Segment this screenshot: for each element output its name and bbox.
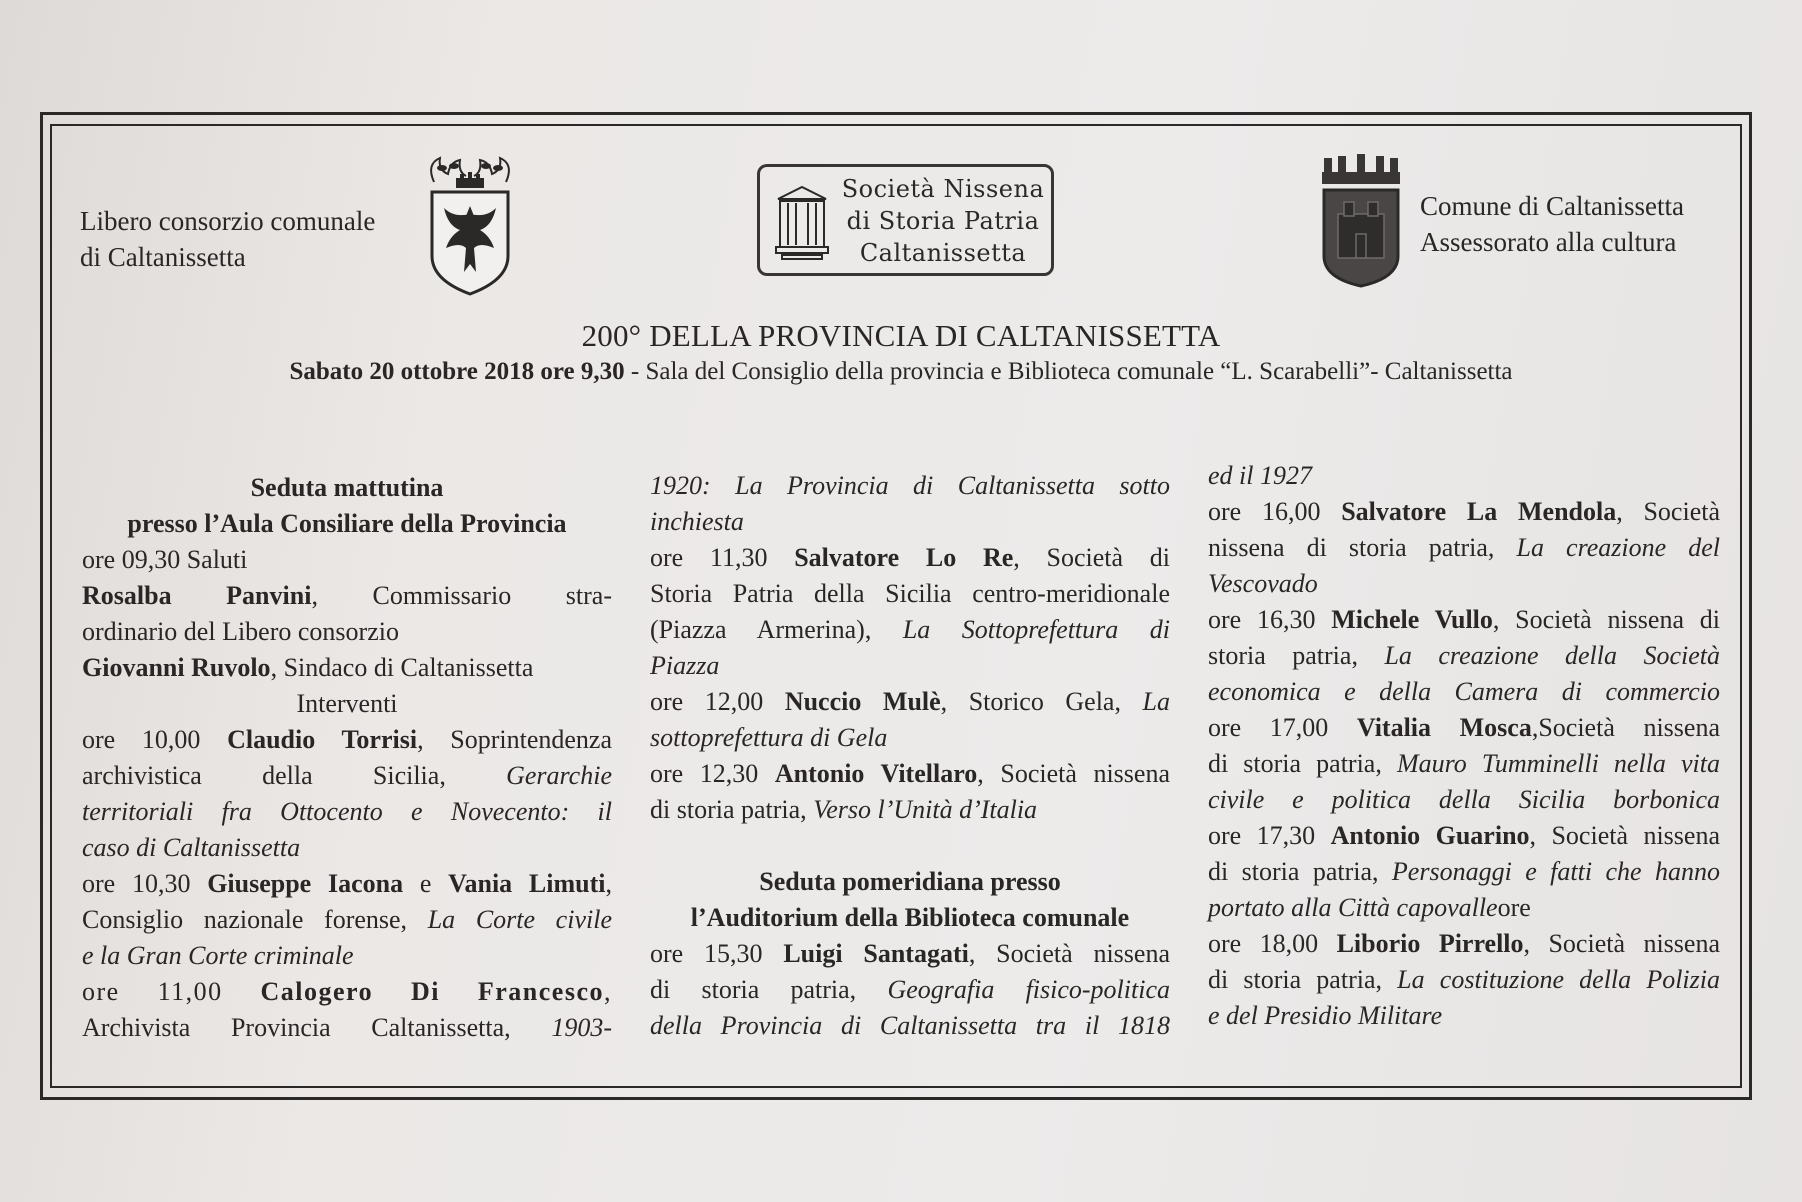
- speaker-name: Antonio Vitellaro: [774, 759, 978, 788]
- speaker-role: Archivista Provincia Caltanissetta,: [82, 1013, 552, 1042]
- program-line: [82, 866, 612, 902]
- speaker-role: , Società di: [1013, 543, 1170, 572]
- program-line: [650, 468, 1170, 504]
- header-right-line1: Comune di Caltanissetta: [1420, 191, 1684, 221]
- program-line: [1208, 818, 1720, 854]
- societa-nissena-stamp: [757, 164, 1054, 276]
- speaker-name: Nuccio Mulè: [784, 687, 941, 716]
- program-line: [1208, 998, 1720, 1034]
- program-line: [1208, 494, 1720, 530]
- speaker-role: archivistica della Sicilia,: [82, 761, 507, 790]
- program-line: ore 09,30 Saluti: [82, 545, 248, 574]
- talk-title: sottoprefettura di Gela: [650, 723, 888, 752]
- program-line: [82, 902, 612, 938]
- program-line: [650, 1008, 1170, 1044]
- program-line: [650, 756, 1170, 792]
- talk-time: ore 17,30: [1208, 821, 1331, 850]
- speaker-role: , Commissario stra-: [311, 581, 613, 610]
- talk-time: ore 10,00: [82, 725, 228, 754]
- program-line: [650, 684, 1170, 720]
- program-line: [650, 504, 1170, 540]
- program-line: [650, 612, 1170, 648]
- speaker-name: Claudio Torrisi: [227, 725, 418, 754]
- talk-title: Verso l’Unità d’Italia: [813, 795, 1038, 824]
- program-line: [82, 722, 612, 758]
- conjunction: e: [403, 869, 449, 898]
- punctuation: ,: [605, 869, 612, 898]
- talk-title: La creazione del: [1516, 533, 1721, 562]
- speaker-role: storia patria,: [1208, 641, 1385, 670]
- stamp-line3: Caltanissetta: [859, 239, 1027, 267]
- talk-title: Personaggi e fatti che hanno: [1391, 857, 1720, 886]
- talk-title: Gerarchie: [506, 761, 612, 790]
- header-left-line2: di Caltanissetta: [80, 242, 246, 272]
- comune-crest-icon: [1316, 152, 1406, 288]
- talk-title: La creazione della Società: [1384, 641, 1720, 670]
- program-line: [82, 830, 612, 866]
- talk-title: La costituzione della Polizia: [1397, 965, 1720, 994]
- speaker-role: , Sindaco di Caltanissetta: [270, 653, 534, 682]
- header-right-institution: [1420, 188, 1684, 260]
- talk-title: ed il 1927: [1208, 461, 1312, 490]
- program-column-1: [82, 470, 612, 1046]
- program-line: [82, 758, 612, 794]
- event-date: Sabato 20 ottobre 2018 ore 9,30: [289, 358, 625, 385]
- program-line: [82, 578, 612, 614]
- talk-time: ore 12,00: [650, 687, 785, 716]
- program-line: [1208, 782, 1720, 818]
- program-line: [1208, 854, 1720, 890]
- speaker-role: , Soprintendenza: [417, 725, 612, 754]
- talk-title: 1903-: [551, 1013, 612, 1042]
- province-eagle-emblem-icon: [420, 152, 520, 296]
- talk-title: caso di Caltanissetta: [82, 833, 301, 862]
- header-right-line2: Assessorato alla cultura: [1420, 227, 1677, 257]
- talk-time: ore 18,00: [1208, 929, 1337, 958]
- talk-title: La: [1142, 687, 1170, 716]
- talk-title: della Provincia di Caltanissetta tra il 1818: [650, 1011, 1170, 1040]
- speaker-role: nissena di storia patria,: [1208, 533, 1517, 562]
- speaker-name: Vania Limuti: [448, 869, 606, 898]
- talk-time: ore 17,00: [1208, 713, 1357, 742]
- program-line: [82, 938, 612, 974]
- speaker-role: , Società nissena: [968, 939, 1170, 968]
- speaker-role: di storia patria,: [1208, 857, 1392, 886]
- program-line: [650, 648, 1170, 684]
- speaker-name: Liborio Pirrello: [1336, 929, 1524, 958]
- speaker-name: Salvatore Lo Re: [794, 543, 1014, 572]
- program-line: [1208, 602, 1720, 638]
- talk-time: ore 10,30: [82, 869, 208, 898]
- talk-title: La Sottoprefettura di: [902, 615, 1170, 644]
- header-left-line1: Libero consorzio comunale: [80, 206, 376, 236]
- talk-time: ore 16,30: [1208, 605, 1332, 634]
- talk-title: civile e politica della Sicilia borbonica: [1208, 785, 1720, 814]
- program-line: [650, 792, 1170, 828]
- talk-title: e del Presidio Militare: [1208, 1001, 1443, 1030]
- program-line: ordinario del Libero consorzio: [82, 617, 399, 646]
- speaker-name: Rosalba Panvini: [82, 581, 312, 610]
- talk-title: Vescovado: [1208, 569, 1318, 598]
- stamp-line2: di Storia Patria: [846, 207, 1040, 235]
- program-line: [1208, 926, 1720, 962]
- talk-title: Piazza: [650, 651, 720, 680]
- page-title: 200° DELLA PROVINCIA DI CALTANISSETTA: [581, 318, 1221, 353]
- speaker-role: , Società nissena: [1523, 929, 1720, 958]
- speaker-role: di storia patria,: [1208, 749, 1397, 778]
- speaker-role: di storia patria,: [1208, 965, 1398, 994]
- speaker-role: di storia patria,: [650, 975, 888, 1004]
- speaker-role: , Società nissena: [977, 759, 1170, 788]
- program-line: [82, 1010, 612, 1046]
- talk-time: ore 11,30: [650, 543, 795, 572]
- speaker-role: Consiglio nazionale forense,: [82, 905, 428, 934]
- program-line: [1208, 710, 1720, 746]
- speaker-name: Michele Vullo: [1331, 605, 1493, 634]
- program-line: [1208, 458, 1720, 494]
- talk-title: inchiesta: [650, 507, 744, 536]
- talk-title: portato alla Città capovalle: [1208, 893, 1498, 922]
- talk-time: ore 11,00: [82, 977, 261, 1006]
- speaker-name: Luigi Santagati: [783, 939, 969, 968]
- talk-time: ore 12,30: [650, 759, 775, 788]
- program-line: Storia Patria della Sicilia centro-meridionale: [650, 579, 1170, 608]
- speaker-name: Salvatore La Mendola: [1341, 497, 1617, 526]
- talk-title: e la Gran Corte criminale: [82, 941, 354, 970]
- program-line: [1208, 638, 1720, 674]
- speaker-role: (Piazza Armerina),: [650, 615, 903, 644]
- speaker-name: Giuseppe Iacona: [207, 869, 404, 898]
- program-line: [82, 650, 612, 686]
- program-line: [1208, 746, 1720, 782]
- building-facade-icon: [774, 181, 830, 261]
- talk-title: territoriali fra Ottocento e Novecento: il: [82, 797, 612, 826]
- speaker-role: , Società nissena: [1529, 821, 1720, 850]
- program-line: [650, 936, 1170, 972]
- session-heading: Seduta mattutina: [250, 473, 444, 502]
- talk-title: Geografia fisico-politica: [887, 975, 1170, 1004]
- speaker-role: di storia patria,: [650, 795, 814, 824]
- session-heading-venue: l’Auditorium della Biblioteca comunale: [690, 903, 1130, 932]
- speaker-name: Giovanni Ruvolo: [82, 653, 271, 682]
- program-line: [1208, 674, 1720, 710]
- program-line: [650, 540, 1170, 576]
- program-line: [82, 794, 612, 830]
- talk-title: economica e della Camera di commercio: [1208, 677, 1720, 706]
- program-line: [1208, 566, 1720, 602]
- program-column-2: [650, 468, 1170, 1044]
- session-heading-venue: presso l’Aula Consiliare della Provincia: [127, 509, 567, 538]
- speaker-name: Vitalia Mosca: [1356, 713, 1532, 742]
- speaker-role: , Società nissena di: [1492, 605, 1720, 634]
- talk-title: La Corte civile: [427, 905, 612, 934]
- event-subtitle: [0, 358, 1802, 386]
- interventi-label: Interventi: [296, 689, 398, 718]
- punctuation: ,: [604, 977, 612, 1006]
- talk-time: ore 16,00: [1208, 497, 1342, 526]
- program-line: [1208, 530, 1720, 566]
- speaker-name: Calogero Di Francesco: [260, 977, 604, 1006]
- program-line: [650, 720, 1170, 756]
- stamp-line1: Società Nissena: [841, 175, 1045, 203]
- program-line: [82, 974, 612, 1010]
- header-left-institution: [80, 203, 375, 275]
- speaker-name: Antonio Guarino: [1330, 821, 1530, 850]
- session-heading: Seduta pomeridiana presso: [759, 867, 1061, 896]
- talk-title: Mauro Tumminelli nella vita: [1396, 749, 1720, 778]
- speaker-role: , Società: [1616, 497, 1720, 526]
- talk-time: ore 15,30: [650, 939, 784, 968]
- event-venue: - Sala del Consiglio della provincia e Biblioteca comunale “L. Scarabelli”- Caltanissetta: [624, 358, 1513, 385]
- stray-text: ore: [1497, 893, 1531, 922]
- speaker-role: ,Società nissena: [1531, 713, 1720, 742]
- program-line: [1208, 962, 1720, 998]
- program-line: [650, 972, 1170, 1008]
- program-line: [1208, 890, 1720, 926]
- speaker-role: , Storico Gela,: [940, 687, 1143, 716]
- talk-title: 1920: La Provincia di Caltanissetta sotto: [650, 471, 1170, 500]
- program-column-3: [1208, 458, 1720, 1034]
